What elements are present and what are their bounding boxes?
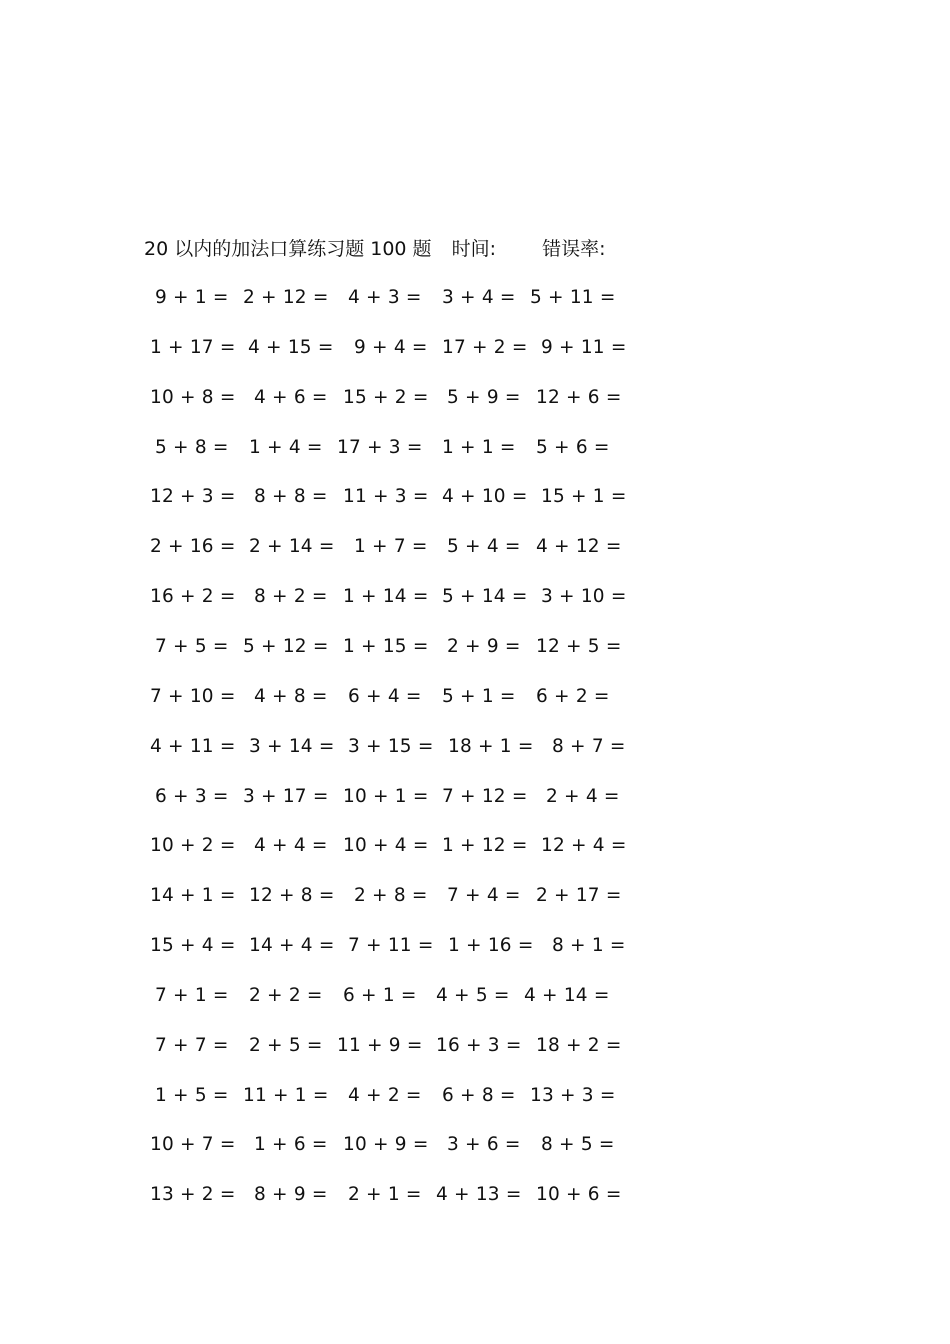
problem-item: 2 + 16 = <box>150 536 236 558</box>
problem-item: 1 + 15 = <box>343 635 429 657</box>
problem-item: 11 + 3 = <box>343 486 429 508</box>
problem-item: 5 + 9 = <box>447 386 521 408</box>
problem-item: 16 + 3 = <box>436 1034 522 1056</box>
problem-item: 1 + 16 = <box>448 935 534 957</box>
problem-item: 9 + 4 = <box>354 336 428 358</box>
problem-item: 3 + 17 = <box>243 785 329 807</box>
problem-item: 2 + 4 = <box>546 785 620 807</box>
problem-item: 10 + 6 = <box>536 1184 622 1206</box>
problem-item: 6 + 3 = <box>155 785 229 807</box>
problem-item: 6 + 8 = <box>442 1084 516 1106</box>
problem-item: 2 + 9 = <box>447 635 521 657</box>
problem-item: 7 + 5 = <box>155 635 229 657</box>
problem-item: 4 + 13 = <box>436 1184 522 1206</box>
problem-item: 11 + 1 = <box>243 1084 329 1106</box>
problem-item: 4 + 8 = <box>254 685 328 707</box>
problem-item: 10 + 4 = <box>343 835 429 857</box>
problem-item: 1 + 14 = <box>343 586 429 608</box>
problem-item: 4 + 4 = <box>254 835 328 857</box>
problem-item: 1 + 12 = <box>442 835 528 857</box>
problem-item: 15 + 4 = <box>150 935 236 957</box>
problem-item: 8 + 9 = <box>254 1184 328 1206</box>
problem-item: 10 + 2 = <box>150 835 236 857</box>
problem-item: 4 + 5 = <box>436 984 510 1006</box>
problem-item: 4 + 12 = <box>536 536 622 558</box>
problem-item: 15 + 2 = <box>343 386 429 408</box>
problem-item: 8 + 7 = <box>552 735 626 757</box>
problem-item: 5 + 11 = <box>530 287 616 308</box>
time-label: 时间: <box>451 238 497 260</box>
problem-item: 8 + 8 = <box>254 486 328 508</box>
problem-item: 12 + 3 = <box>150 486 236 508</box>
problem-item: 5 + 6 = <box>536 436 610 458</box>
problem-item: 7 + 4 = <box>447 885 521 907</box>
problem-item: 5 + 4 = <box>447 536 521 558</box>
problem-item: 15 + 1 = <box>541 486 627 508</box>
worksheet-title: 20 以内的加法口算练习题 100 题 <box>144 238 432 260</box>
problem-item: 4 + 6 = <box>254 386 328 408</box>
problem-item: 5 + 12 = <box>243 635 329 657</box>
problem-item: 3 + 15 = <box>348 735 434 757</box>
problem-item: 5 + 8 = <box>155 436 229 458</box>
problem-item: 7 + 7 = <box>155 1034 229 1056</box>
problem-item: 14 + 1 = <box>150 885 236 907</box>
problem-item: 17 + 2 = <box>442 336 528 358</box>
problem-item: 16 + 2 = <box>150 586 236 608</box>
problem-item: 8 + 2 = <box>254 586 328 608</box>
problem-item: 2 + 2 = <box>249 984 323 1006</box>
problem-item: 2 + 17 = <box>536 885 622 907</box>
problem-item: 12 + 4 = <box>541 835 627 857</box>
problem-item: 4 + 2 = <box>348 1084 422 1106</box>
problem-item: 5 + 14 = <box>442 586 528 608</box>
problem-item: 6 + 1 = <box>343 984 417 1006</box>
problem-item: 2 + 5 = <box>249 1034 323 1056</box>
error-rate-label: 错误率: <box>542 238 606 260</box>
problem-item: 1 + 6 = <box>254 1134 328 1156</box>
problem-item: 12 + 5 = <box>536 635 622 657</box>
problem-item: 6 + 4 = <box>348 685 422 707</box>
problem-item: 2 + 14 = <box>249 536 335 558</box>
problem-item: 8 + 1 = <box>552 935 626 957</box>
problem-item: 3 + 6 = <box>447 1134 521 1156</box>
problem-item: 18 + 1 = <box>448 735 534 757</box>
problem-item: 3 + 4 = <box>442 287 516 308</box>
problem-item: 9 + 1 = <box>155 287 229 308</box>
problem-item: 10 + 9 = <box>343 1134 429 1156</box>
problem-item: 10 + 7 = <box>150 1134 236 1156</box>
problem-item: 8 + 5 = <box>541 1134 615 1156</box>
problem-item: 4 + 11 = <box>150 735 236 757</box>
problem-item: 2 + 12 = <box>243 287 329 308</box>
problem-item: 2 + 1 = <box>348 1184 422 1206</box>
problem-item: 1 + 7 = <box>354 536 428 558</box>
problem-item: 4 + 14 = <box>524 984 610 1006</box>
problem-item: 13 + 2 = <box>150 1184 236 1206</box>
problem-item: 17 + 3 = <box>337 436 423 458</box>
problem-item: 7 + 11 = <box>348 935 434 957</box>
problem-item: 12 + 6 = <box>536 386 622 408</box>
problem-item: 14 + 4 = <box>249 935 335 957</box>
problem-item: 4 + 10 = <box>442 486 528 508</box>
problem-item: 4 + 3 = <box>348 287 422 308</box>
problem-item: 18 + 2 = <box>536 1034 622 1056</box>
problem-item: 1 + 5 = <box>155 1084 229 1106</box>
problem-item: 7 + 1 = <box>155 984 229 1006</box>
problem-item: 1 + 4 = <box>249 436 323 458</box>
problem-item: 11 + 9 = <box>337 1034 423 1056</box>
problem-item: 1 + 1 = <box>442 436 516 458</box>
problem-item: 10 + 8 = <box>150 386 236 408</box>
problem-item: 2 + 8 = <box>354 885 428 907</box>
problem-item: 1 + 17 = <box>150 336 236 358</box>
problem-item: 13 + 3 = <box>530 1084 616 1106</box>
problem-item: 12 + 8 = <box>249 885 335 907</box>
problem-item: 9 + 11 = <box>541 336 627 358</box>
problem-item: 5 + 1 = <box>442 685 516 707</box>
problem-item: 3 + 14 = <box>249 735 335 757</box>
problem-item: 7 + 10 = <box>150 685 236 707</box>
problem-item: 6 + 2 = <box>536 685 610 707</box>
problem-item: 3 + 10 = <box>541 586 627 608</box>
problem-item: 7 + 12 = <box>442 785 528 807</box>
problem-item: 4 + 15 = <box>248 336 334 358</box>
problem-item: 10 + 1 = <box>343 785 429 807</box>
